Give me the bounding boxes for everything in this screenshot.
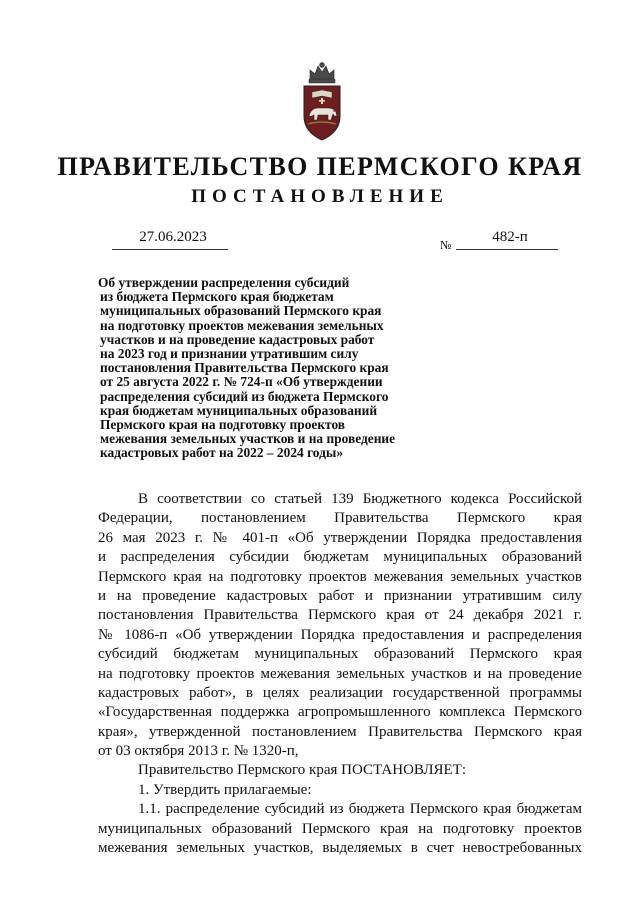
body-line: Правительство Пермского края ПОСТАНОВЛЯЕТ:: [138, 762, 467, 779]
subject-line: межевания земельных участков и на проведение: [100, 431, 396, 447]
body-line: 1. Утвердить прилагаемые:: [138, 781, 312, 798]
subject-line: на подготовку проектов межевания земельных: [100, 317, 384, 333]
subject-line: на 2023 год и признании утратившим силу: [100, 346, 359, 362]
body-line: Федерации, постановлением Правительства Пермского края: [98, 510, 582, 527]
body-line: «Государственная поддержка агропромышленного комплекса Пермского: [98, 704, 582, 721]
body-line: постановления Правительства Пермского края от 24 декабря 2021 г.: [98, 607, 582, 624]
coat-of-arms-icon: [296, 60, 348, 144]
body-line: Пермского края на подготовку проектов межевания земельных участков: [98, 568, 582, 585]
subject-line: участков и на проведение кадастровых работ: [100, 331, 375, 347]
number-underline: [456, 249, 558, 250]
number-sign: №: [440, 238, 452, 252]
body-line: и на проведение кадастровых работ и признании утратившим силу: [98, 587, 582, 604]
subject-line: из бюджета Пермского края бюджетам: [100, 289, 334, 305]
document-subject: [100, 276, 440, 461]
body-line: межевания земельных участков, выделяемых в счет невостребованных: [98, 840, 582, 857]
body-line: 26 мая 2023 г. № 401-п «Об утверждении Порядка предоставления: [98, 529, 582, 546]
body-line: № 1086-п «Об утверждении Порядка предоставления и распределения: [98, 626, 582, 643]
subject-line: муниципальных образований Пермского края: [100, 303, 382, 319]
subject-line: распределения субсидий из бюджета Пермского: [100, 388, 389, 404]
subject-line: Об утверждении распределения субсидий: [98, 275, 350, 290]
body-line: края», утвержденной постановлением Правительства Пермского края: [98, 723, 582, 740]
document-body: [98, 490, 582, 858]
body-line: В соответствии со статьей 139 Бюджетного кодекса Российской: [138, 491, 582, 507]
body-line: 1.1. распределение субсидий из бюджета Пермского края бюджетам: [138, 801, 582, 818]
body-line: от 03 октября 2013 г. № 1320-п,: [98, 743, 299, 760]
subject-line: Пермского края на подготовку проектов: [100, 417, 346, 433]
government-title: ПРАВИТЕЛЬСТВО ПЕРМСКОГО КРАЯ: [57, 152, 583, 181]
body-line: субсидий бюджетам муниципальных образований Пермского края: [98, 646, 582, 663]
body-line: муниципальных образований Пермского края на подготовку проектов: [98, 820, 582, 837]
subject-line: кадастровых работ на 2022 – 2024 годы»: [100, 445, 344, 461]
document-type: ПОСТАНОВЛЕНИЕ: [191, 186, 449, 207]
subject-line: края бюджетам муниципальных образований: [100, 402, 378, 418]
body-line: на подготовку проектов межевания земельных участков и на проведение: [98, 665, 582, 682]
body-line: и распределения субсидии бюджетам муниципальных образований: [98, 549, 582, 566]
document-number: 482-п: [492, 229, 528, 245]
subject-line: от 25 августа 2022 г. № 724-п «Об утверждении: [100, 374, 383, 390]
date-underline: [112, 249, 228, 250]
subject-line: постановления Правительства Пермского края: [100, 360, 389, 376]
document-date: 27.06.2023: [139, 229, 207, 245]
body-line: кадастровых работ», в целях реализации государственной программы: [98, 684, 582, 701]
